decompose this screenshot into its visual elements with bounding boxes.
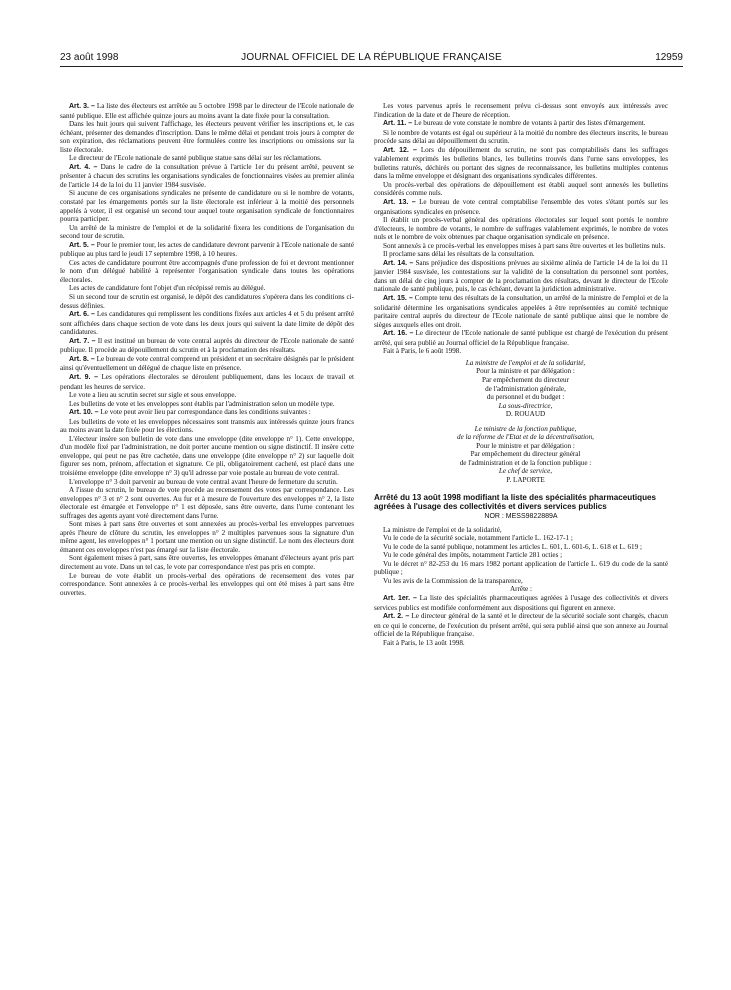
paragraph: Il proclame sans délai les résultats de la consultation. xyxy=(383,250,535,259)
paragraph: Si le nombre de votants est égal ou supérieur à la moitié du nombre des électeurs inscrits, le bureau procède sans délai au dépouillement du scrutin. xyxy=(374,128,668,146)
article-6: Art. 6. – Les candidatures qui remplissent les conditions fixées aux articles 4 et 5 du présent arrêté sont affichées dans chaque section de vote dans les deux jours qui suivent la date limite de dépôt des candidatures. xyxy=(60,310,354,337)
paragraph: Sont annexés à ce procès-verbal les enveloppes mises à part sans être ouvertes et les bulletins nuls. xyxy=(383,241,666,250)
paragraph: Ces actes de candidature pourront être accompagnés d'une profession de foi et devront mentionner le nom d'un délégué habilité à représenter l'organisation syndicale dans toutes les opérations électorales. xyxy=(60,258,354,284)
paragraph: Il établit un procès-verbal général des opérations électorales sur lequel sont portés le nombre d'électeurs, le nombre de votants, le nombre de suffrages valablement exprimés, le nombre de votes nuls et le nombre de voix obtenues par chaque organisation syndicale en présence. xyxy=(374,216,668,242)
paragraph: Les bulletins de vote et les enveloppes nécessaires sont transmis aux intéressés quinze jours francs au moins avant la date fixée pour les élections. xyxy=(60,417,354,435)
article-3: Art. 3. – La liste des électeurs est arrêtée au 5 octobre 1998 par le directeur de l'Ecole nationale de santé publique. Elle est affichée quinze jours au moins avant la date fixée pour la consultation. xyxy=(60,102,354,120)
article-5: Art. 5. – Pour le premier tour, les actes de candidature devront parvenir à l'Ecole nationale de santé publique au plus tard le jeudi 17 septembre 1998, à 10 heures. xyxy=(60,240,354,259)
paragraph: L'électeur insère son bulletin de vote dans une enveloppe (dite enveloppe n° 1). Cette enveloppe, d'un modèle fixé par l'administration, ne doit porter aucune mention ou signe distinctif. Il insère cette enveloppe, qui peut ne pas être cachetée, dans une enveloppe (dite enveloppe n° 2) sur laquelle doit figurer ses nom, prénom, affectation et signature. Ce pli, obligatoirement cacheté, est placé dans une troisième enveloppe (dite enveloppe n° 3) qu'il adresse par voie postale au bureau de vote central. xyxy=(60,434,354,477)
paragraph: Le directeur de l'Ecole nationale de santé publique statue sans délai sur les réclamations. xyxy=(69,154,322,163)
fait-a-paris-1: Fait à Paris, le 6 août 1998. xyxy=(383,347,462,356)
article-9: Art. 9. – Les opérations électorales se déroulent publiquement, dans les locaux de travail et pendant les heures de service. xyxy=(60,372,354,391)
paragraph: Un arrêté de la ministre de l'emploi et de la solidarité fixera les conditions de l'organisation du second tour de scrutin. xyxy=(60,223,354,241)
left-column xyxy=(60,102,354,597)
article-11: Art. 11. – Le bureau de vote constate le nombre de votants à partir des listes d'émargement. xyxy=(383,119,646,128)
paragraph: La ministre de l'emploi et de la solidarité, xyxy=(383,525,502,534)
paragraph: Les bulletins de vote et les enveloppes sont établis par l'administration selon un modèle type. xyxy=(69,399,335,408)
visa: Vu le décret n° 82-253 du 16 mars 1982 portant application de l'article L. 619 du code de la santé publique ; xyxy=(374,559,668,577)
header-rule xyxy=(60,66,683,67)
signature-block-1: La ministre de l'emploi et de la solidarité, Pour la ministre et par délégation : Par empêchement du directeur de l'administration générale, du personnel et du budget : La sous-directrice, D. ROUAUD xyxy=(465,358,586,419)
paragraph: L'enveloppe n° 3 doit parvenir au bureau de vote central avant l'heure de fermeture du scrutin. xyxy=(69,477,338,486)
paragraph: Si aucune de ces organisations syndicales ne présente de candidature ou si le nombre de votants, constaté par les émargements portés sur la liste électorale est inférieur à la moitié des personnels appelés à voter, il est organisé un second tour auquel toute organisation syndicale de fonctionnaires pourra participer. xyxy=(60,189,354,224)
visa: Vu le code de la sécurité sociale, notamment l'article L. 162-17-1 ; xyxy=(383,534,573,543)
paragraph: Un procès-verbal des opérations de dépouillement est établi auquel sont annexés les bulletins considérés comme nuls. xyxy=(374,180,668,198)
page-header xyxy=(60,52,683,70)
nor-reference: NOR : MESS9822889A xyxy=(484,513,558,521)
fait-a-paris-2: Fait à Paris, le 13 août 1998. xyxy=(383,638,465,647)
article-10: Art. 10. – Le vote peut avoir lieu par correspondance dans les conditions suivantes : xyxy=(69,408,311,417)
paragraph: Les actes de candidature font l'objet d'un récépissé remis au délégué. xyxy=(69,284,266,293)
paragraph: Les votes parvenus après le recensement prévu ci-dessus sont envoyés aux intéressés avec l'indication de la date et de l'heure de réception. xyxy=(374,102,668,119)
article-12: Art. 12. – Lors du dépouillement du scrutin, ne sont pas comptabilisés dans les suffrages valablement exprimés les bulletins blancs, les bulletins trouvés dans l'urne sans enveloppes, les bulletins raturés, déchirés ou portant des signes de reconnaissance, les bulletins multiples contenus dans la même enveloppe et désignant des organisations syndicales différentes. xyxy=(374,145,668,181)
paragraph: Sont mises à part sans être ouvertes et sont annexées au procès-verbal les enveloppes parvenues après l'heure de clôture du scrutin, les enveloppes n° 2 multiples parvenues sous la signature d'un même agent, les enveloppes n° 1 portant une mention ou un signe distinctif. Le nom des électeurs dont émanent ces enveloppes n'est pas émargé sur la liste électorale. xyxy=(60,520,354,554)
signature-block-2: Le ministre de la fonction publique, de la réforme de l'Etat et de la décentralisation, Pour le ministre et par délégation : Par empêchement du directeur général de l'administration et de la fonction publique : Le chef de service, P. LAPORTE xyxy=(457,424,594,484)
section-title: Arrêté du 13 août 1998 modifiant la liste des spécialités pharmaceutiques agréées à l'usage des collectivités et divers services publics xyxy=(374,492,657,511)
issue-date: 23 août 1998 xyxy=(60,52,119,63)
journal-title: JOURNAL OFFICIEL DE LA RÉPUBLIQUE FRANÇAISE xyxy=(241,52,502,63)
article-15: Art. 15. – Compte tenu des résultats de la consultation, un arrêté de la ministre de l'emploi et de la solidarité détermine les organisations syndicales appelées à être représentées au comité technique paritaire central auprès du directeur de l'Ecole nationale de santé publique ainsi que le nombre de sièges auxquels elles ont droit. xyxy=(374,294,668,329)
article-8: Art. 8. – Le bureau de vote central comprend un président et un secrétaire désignés par le président ainsi qu'éventuellement un délégué de chaque liste en présence. xyxy=(60,354,354,373)
article-1: Art. 1er. – La liste des spécialités pharmaceutiques agréées à l'usage des collectivités et divers services publics est modifiée conformément aux dispositions qui figurent en annexe. xyxy=(374,594,668,612)
visa: Vu le code de la santé publique, notamment les articles L. 601, L. 601-6, L. 618 et L. 619 ; xyxy=(383,542,642,551)
paragraph: Si un second tour de scrutin est organisé, le dépôt des candidatures s'opérera dans les conditions ci-dessus définies. xyxy=(60,293,354,310)
right-column xyxy=(374,102,668,647)
article-16: Art. 16. – Le directeur de l'Ecole nationale de santé publique est chargé de l'exécution du présent arrêté, qui sera publié au Journal officiel de la République française. xyxy=(374,329,668,347)
paragraph: Le vote a lieu au scrutin secret sur sigle et sous enveloppe. xyxy=(69,391,237,400)
paragraph: Le bureau de vote établit un procès-verbal des opérations de recensement des votes par correspondance. Sont annexées à ce procès-verbal les enveloppes qui ont été mises à part sans être ouvertes. xyxy=(60,571,354,597)
visa: Vu les avis de la Commission de la transparence, xyxy=(383,576,523,585)
article-2: Art. 2. – Le directeur général de la santé et le directeur de la sécurité sociale sont chargés, chacun en ce qui le concerne, de l'exécution du présent arrêté, qui sera publié ainsi que son annexe au Journal officiel de la République française. xyxy=(374,612,668,639)
arrete-heading: Arrête : xyxy=(509,585,532,594)
article-7: Art. 7. – Il est institué un bureau de vote central auprès du directeur de l'Ecole nationale de santé publique. Il procède au dépouillement du scrutin et à la proclamation des résultats. xyxy=(60,336,354,355)
visa: Vu le code général des impôts, notamment l'article 281 octies ; xyxy=(383,551,563,560)
paragraph: Sont également mises à part, sans être ouvertes, les enveloppes émanant d'électeurs ayant pris part directement au vote. Dans un tel cas, le vote par correspondance n'est pas pris en compte. xyxy=(60,554,354,571)
article-14: Art. 14. – Sans préjudice des dispositions prévues au sixième alinéa de l'article 14 de la loi du 11 janvier 1984 susvisée, les contestations sur la validité de la consultation du personnel sont portées, dans un délai de cinq jours à compter de la proclamation des résultats, devant le directeur de l'Ecole nationale de santé publique, puis, le cas échéant, devant la juridiction administrative. xyxy=(374,258,668,294)
paragraph: Dans les huit jours qui suivent l'affichage, les électeurs peuvent vérifier les inscriptions et, le cas échéant, présenter des demandes d'inscription. Dans le même délai et pendant trois jours à compter de son expiration, des réclamations peuvent être formulées contre les inscriptions ou omissions sur la liste électorale. xyxy=(60,120,354,154)
article-13: Art. 13. – Le bureau de vote central comptabilise l'ensemble des votes s'étant portés sur les organisations syndicales en présence. xyxy=(374,198,668,216)
paragraph: A l'issue du scrutin, le bureau de vote procède au recensement des votes par correspondance. Les enveloppes n° 3 et n° 2 sont ouvertes. Au fur et à mesure de l'ouverture des enveloppes n° 2, la liste électorale est émargée et l'enveloppe n° 1 est déposée, sans être ouverte, dans l'urne contenant les suffrages des agents ayant voté directement dans l'urne. xyxy=(60,486,354,520)
page-number: 12959 xyxy=(655,52,683,63)
article-4: Art. 4. – Dans le cadre de la consultation prévue à l'article 1er du présent arrêté, peuvent se présenter à chacun des scrutins les organisations syndicales de fonctionnaires visées au premier alinéa de l'article 14 de la loi du 11 janvier 1984 susvisée. xyxy=(60,162,354,189)
